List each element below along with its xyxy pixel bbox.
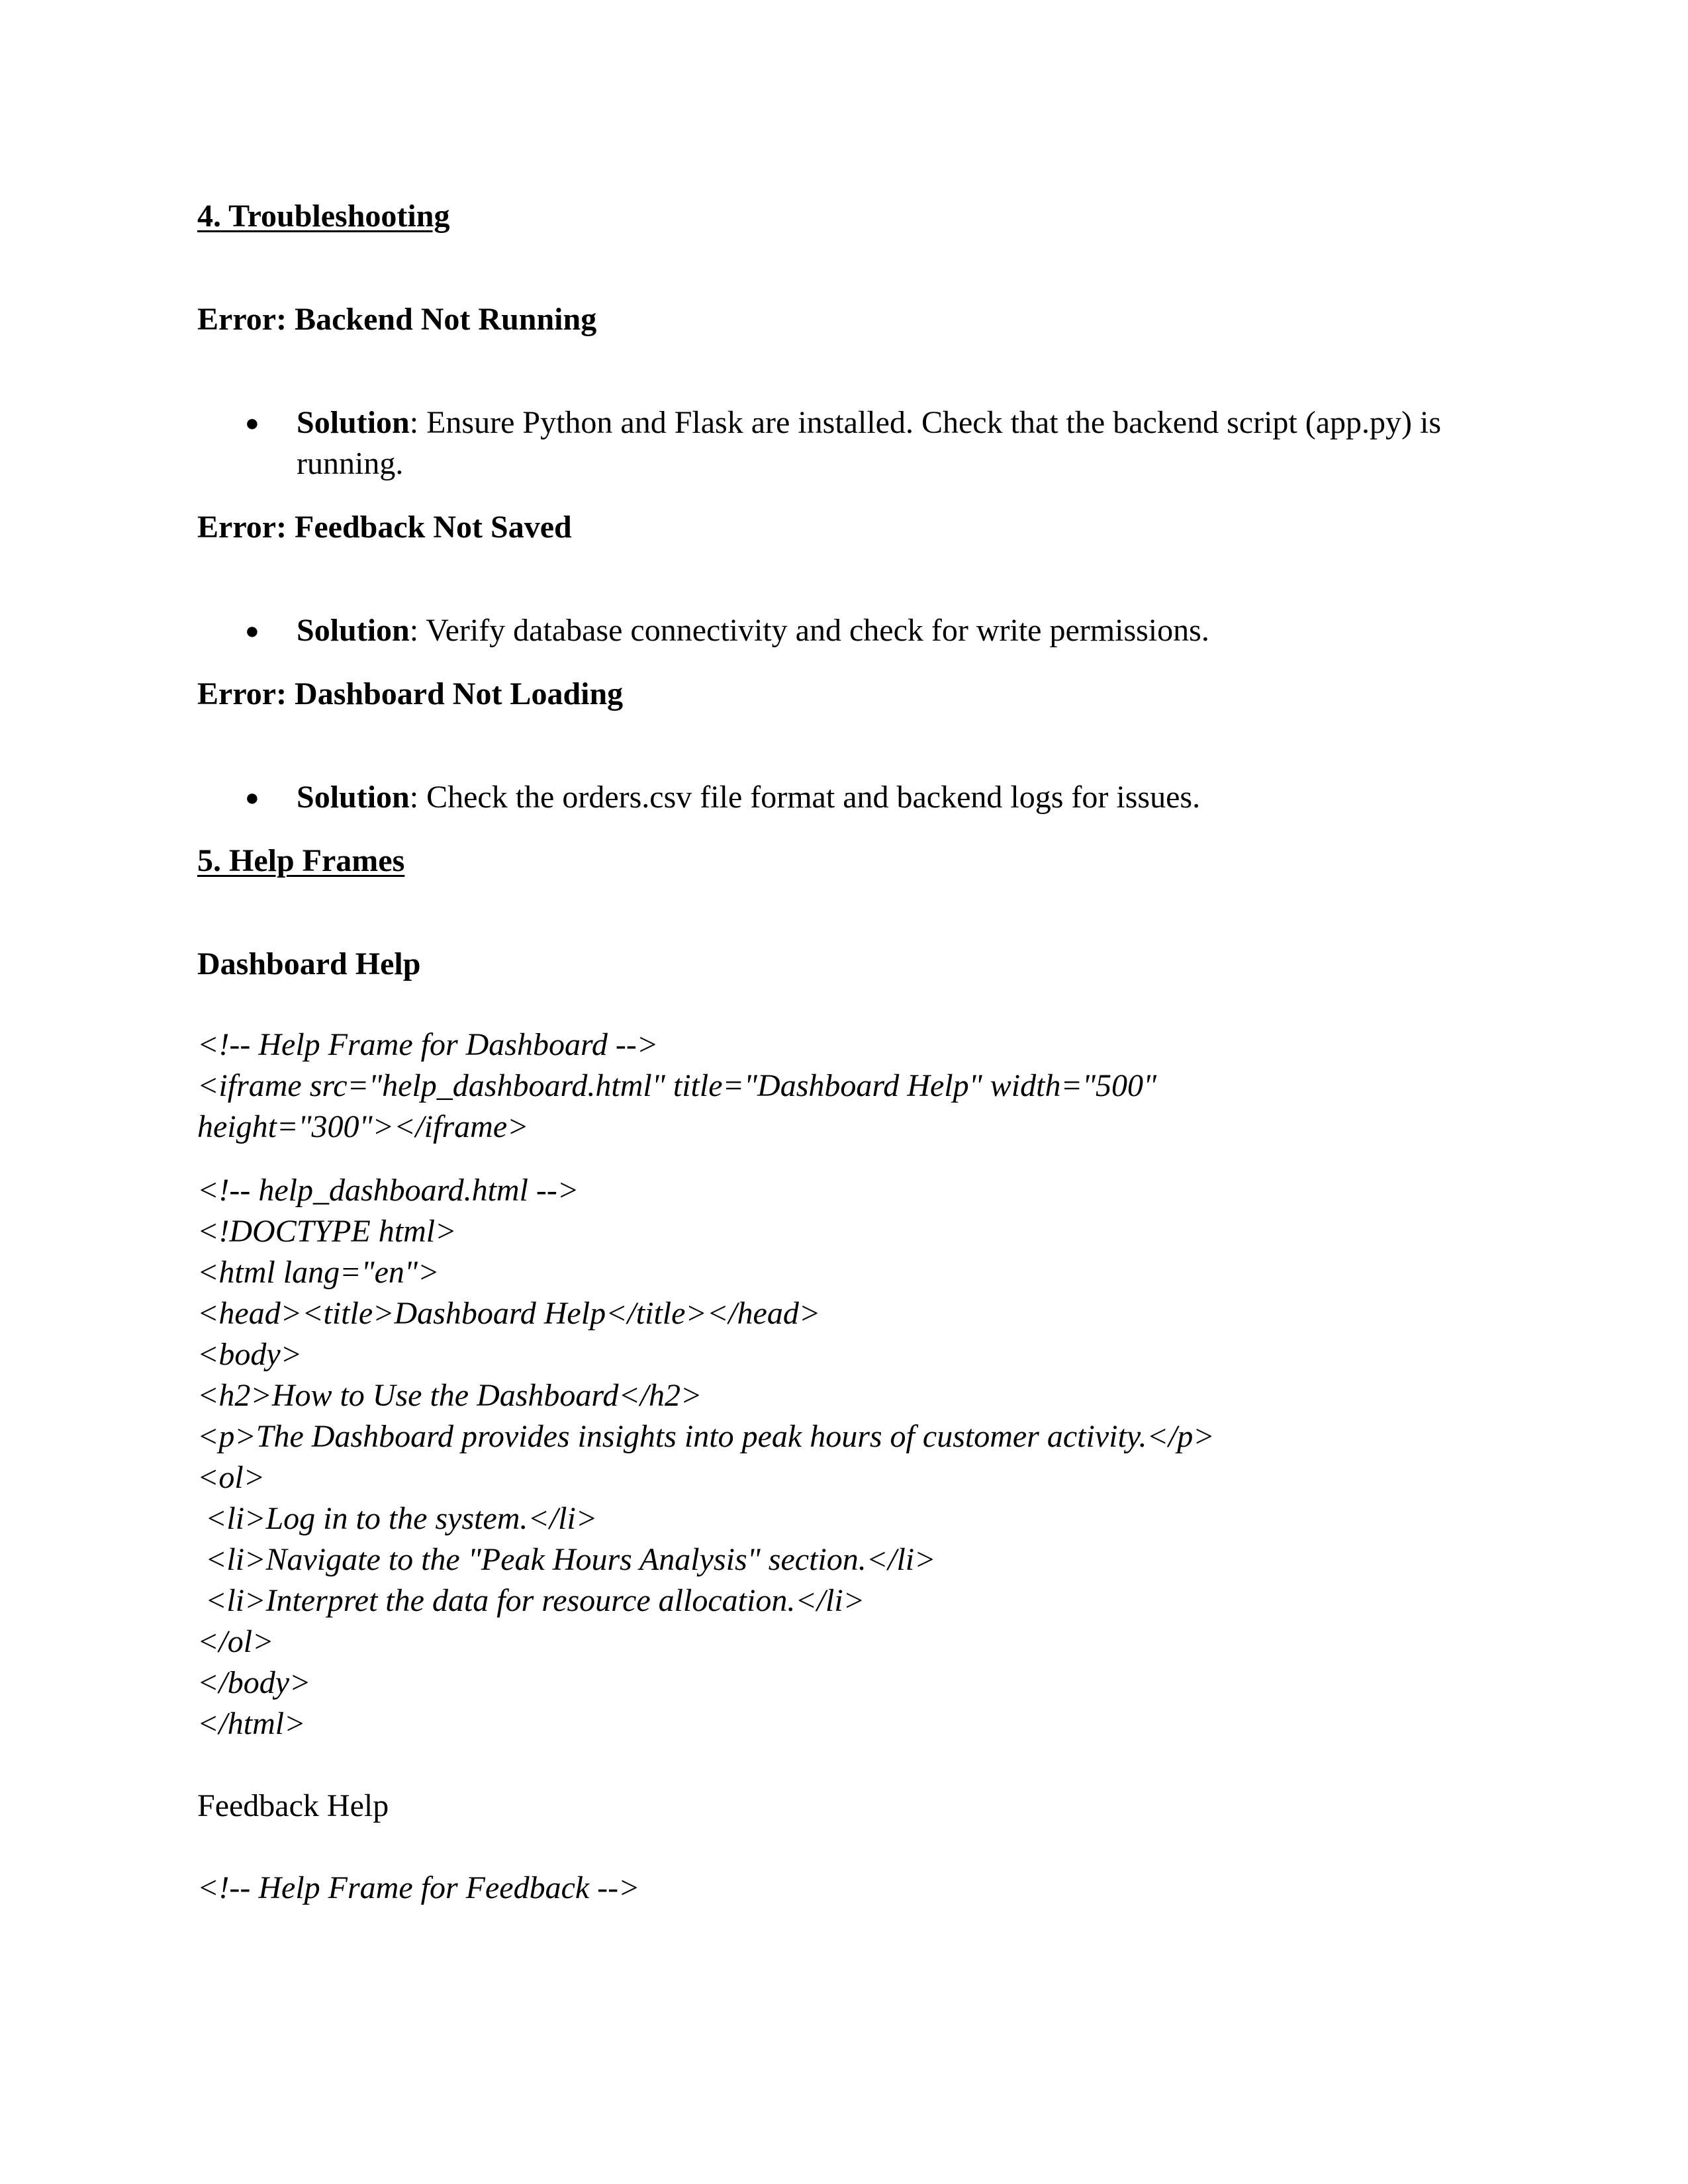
code-line: </ol> (197, 1624, 274, 1659)
code-line: <li>Log in to the system.</li> (197, 1501, 598, 1536)
error-title-feedback: Error: Feedback Not Saved (197, 510, 572, 545)
code-line: <li>Navigate to the "Peak Hours Analysis" section.</li> (197, 1542, 936, 1577)
solution-label: Solution (297, 613, 410, 648)
code-line: <iframe src="help_dashboard.html" title="Dashboard Help" width="500" (197, 1068, 1157, 1103)
bullet-icon: ● (245, 410, 259, 436)
code-line: </body> (197, 1665, 311, 1700)
solution-text: : Verify database connectivity and check for write permissions. (409, 613, 1209, 648)
error-title-backend: Error: Backend Not Running (197, 302, 597, 337)
solution-label: Solution (297, 780, 410, 815)
solution-label: Solution (297, 405, 410, 440)
code-line: <!DOCTYPE html> (197, 1214, 457, 1249)
code-line: <li>Interpret the data for resource allocation.</li> (197, 1583, 865, 1618)
bullet-icon: ● (245, 784, 259, 811)
error-title-dashboard: Error: Dashboard Not Loading (197, 676, 624, 711)
solution-text: : Check the orders.csv file format and backend logs for issues. (409, 780, 1201, 815)
subheading-dashboard-help: Dashboard Help (197, 946, 421, 981)
code-line: height="300"></iframe> (197, 1109, 529, 1144)
solution-text: : Ensure Python and Flask are installed. Check that the backend script (app.py) is running. (297, 405, 1442, 481)
code-line: <head><title>Dashboard Help</title></head> (197, 1296, 821, 1331)
bullet-icon: ● (245, 617, 259, 644)
code-line: <ol> (197, 1460, 265, 1495)
code-line: <!-- Help Frame for Dashboard --> (197, 1027, 659, 1062)
code-line: <!-- Help Frame for Feedback --> (197, 1870, 640, 1905)
subheading-feedback-help: Feedback Help (197, 1788, 389, 1823)
code-line: <h2>How to Use the Dashboard</h2> (197, 1378, 702, 1413)
section-heading-troubleshooting: 4. Troubleshooting (197, 199, 450, 234)
code-line: <!-- help_dashboard.html --> (197, 1173, 579, 1208)
code-line: <html lang="en"> (197, 1255, 440, 1290)
code-line: </html> (197, 1706, 306, 1741)
code-line: <body> (197, 1337, 303, 1372)
code-line: <p>The Dashboard provides insights into peak hours of customer activity.</p> (197, 1419, 1215, 1454)
section-heading-help-frames: 5. Help Frames (197, 843, 405, 878)
